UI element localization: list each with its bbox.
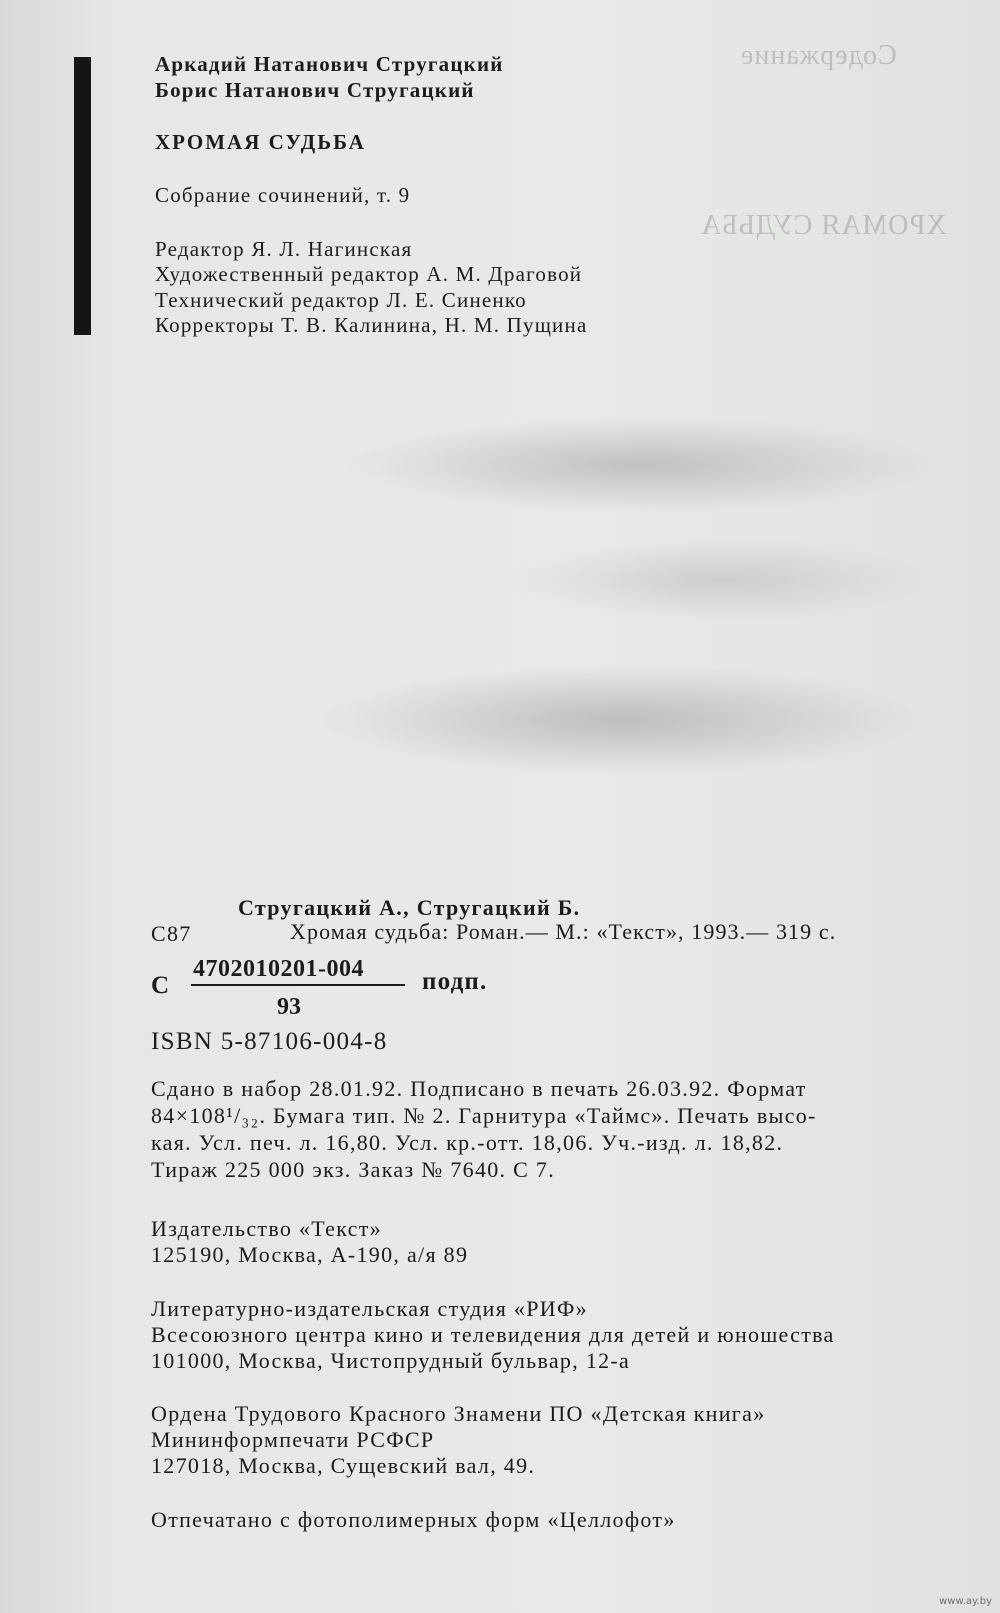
- catalog-code: С87: [151, 921, 192, 946]
- print-info-line-2: 84×108¹/₃₂. Бумага тип. № 2. Гарнитура «Таймс». Печать высо-: [151, 1103, 817, 1128]
- catalog-index-number: 4702010201-004: [193, 956, 364, 982]
- isbn: ISBN 5-87106-004-8: [151, 1028, 388, 1055]
- catalog-authors: Стругацкий А., Стругацкий Б.: [238, 895, 581, 920]
- print-info-line-3: кая. Усл. печ. л. 16,80. Усл. кр.-отт. 18,06. Уч.-изд. л. 18,82.: [151, 1130, 784, 1155]
- studio-address: 101000, Москва, Чистопрудный бульвар, 12-а: [151, 1348, 631, 1373]
- collection-volume: Собрание сочинений, т. 9: [155, 183, 411, 207]
- fraction-rule: [191, 984, 405, 986]
- art-editor: Художественный редактор А. М. Драговой: [155, 262, 583, 286]
- printed-from: Отпечатано с фотополимерных форм «Целлофот»: [151, 1507, 676, 1532]
- catalog-subscription: подп.: [422, 968, 488, 995]
- printer-address: 127018, Москва, Сущевский вал, 49.: [151, 1453, 536, 1478]
- publisher-address: 125190, Москва, А-190, а/я 89: [151, 1242, 469, 1267]
- bleed-through-title: ХРОМАЯ СУДЬБА: [700, 210, 947, 241]
- book-title: ХРОМАЯ СУДЬБА: [155, 130, 366, 154]
- catalog-description: Хромая судьба: Роман.— М.: «Текст», 1993.— 319 с.: [290, 919, 837, 944]
- margin-bar: [74, 57, 91, 335]
- watermark: www.ay.by: [939, 1596, 992, 1607]
- printer-ministry: Мининформпечати РСФСР: [151, 1427, 435, 1452]
- publisher-name: Издательство «Текст»: [151, 1216, 382, 1241]
- studio-affiliation: Всесоюзного центра кино и телевидения для детей и юношества: [151, 1322, 835, 1347]
- studio-name: Литературно-издательская студия «РИФ»: [151, 1296, 588, 1321]
- editor: Редактор Я. Л. Нагинская: [155, 237, 413, 261]
- tech-editor: Технический редактор Л. Е. Синенко: [155, 288, 527, 312]
- proofreaders: Корректоры Т. В. Калинина, Н. М. Пущина: [155, 313, 588, 337]
- author-1: Аркадий Натанович Стругацкий: [155, 52, 504, 76]
- bleed-through-heading: Содержание: [740, 40, 897, 71]
- catalog-letter: С: [151, 972, 171, 999]
- author-2: Борис Натанович Стругацкий: [155, 78, 475, 102]
- print-info-line-4: Тираж 225 000 экз. Заказ № 7640. С 7.: [151, 1157, 556, 1182]
- print-info-line-1: Сдано в набор 28.01.92. Подписано в печать 26.03.92. Формат: [151, 1076, 807, 1101]
- printer-name: Ордена Трудового Красного Знамени ПО «Детская книга»: [151, 1401, 766, 1426]
- catalog-index-year: 93: [277, 994, 301, 1020]
